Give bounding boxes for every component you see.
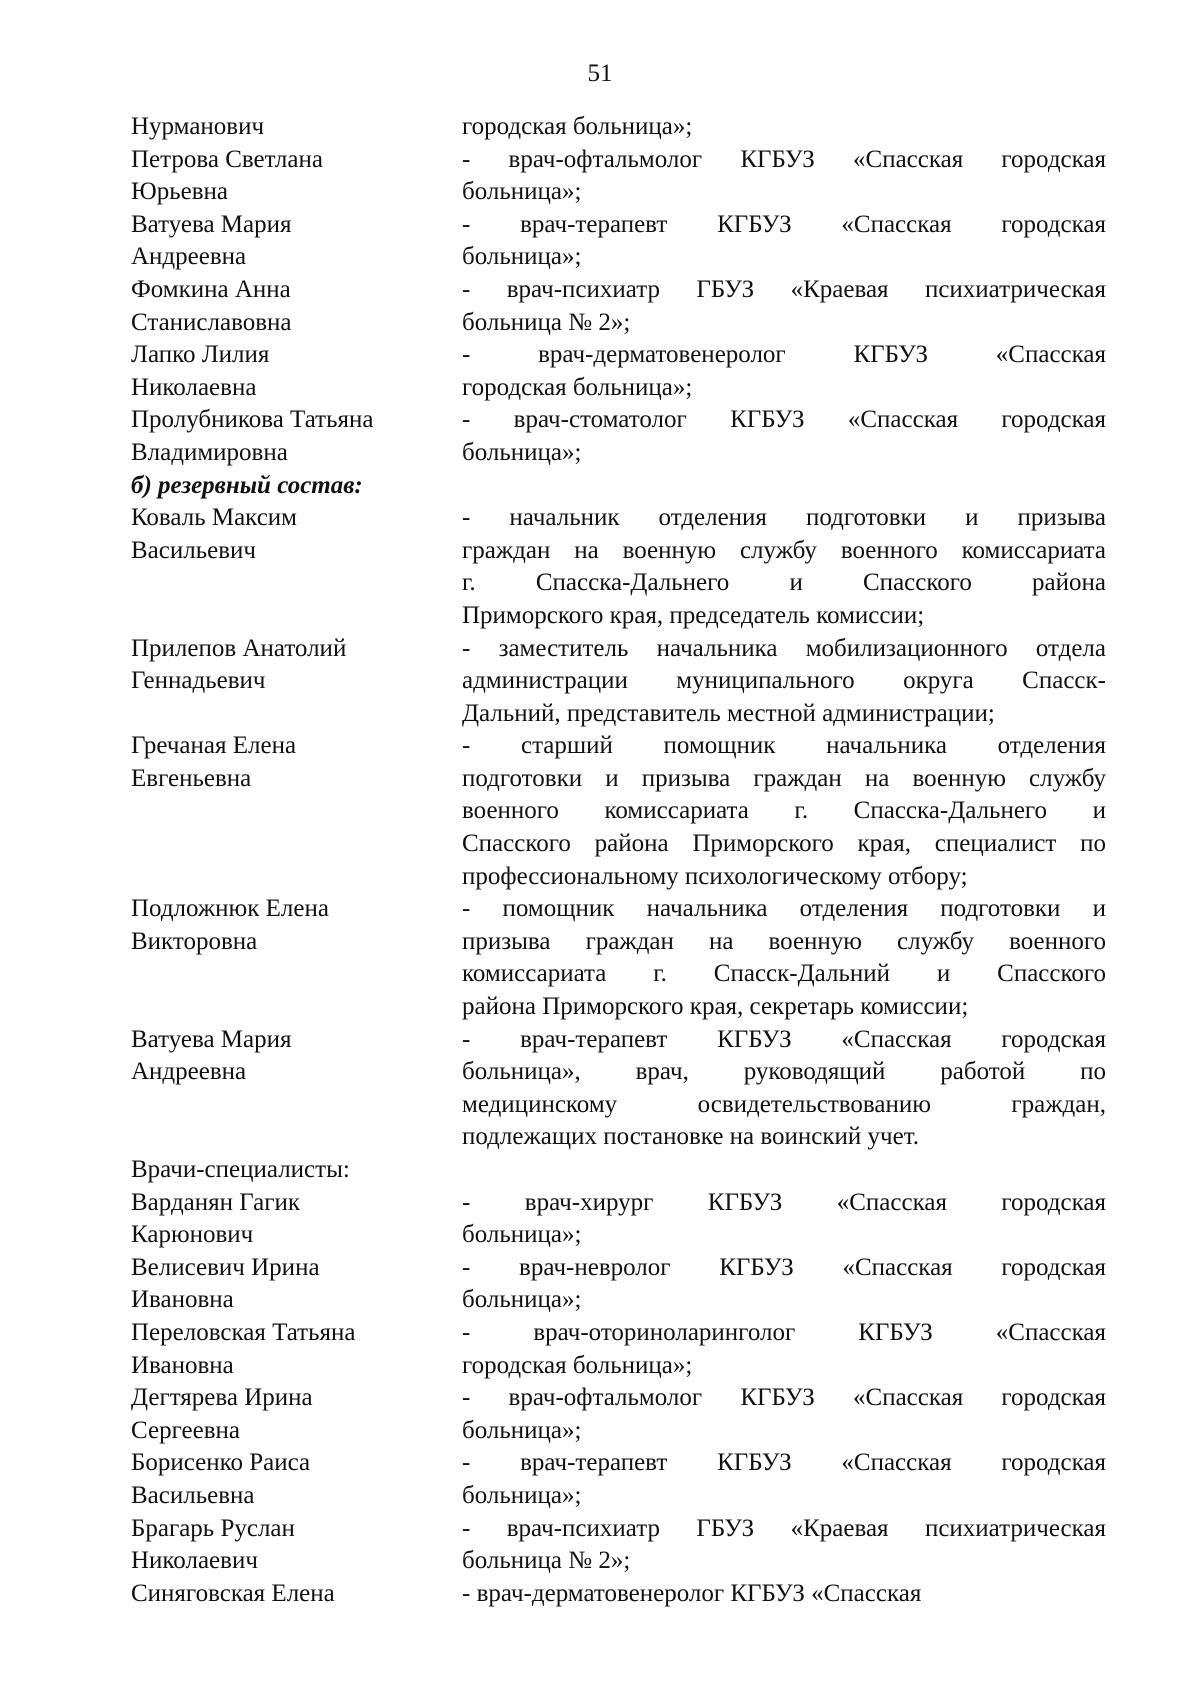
member-entry — [131, 111, 1106, 144]
member-role — [462, 1513, 1106, 1578]
member-name-line: Переловская Татьяна — [131, 1318, 356, 1346]
member-entry — [131, 274, 1106, 339]
member-name — [131, 502, 462, 632]
member-name-line: Лапко Лилия — [131, 341, 270, 369]
member-role — [462, 893, 1106, 1023]
member-name — [131, 111, 462, 144]
member-role-line: комиссариата г. Спасск-Дальний и Спасского — [462, 960, 1106, 988]
member-name-line: Борисенко Раиса — [131, 1449, 311, 1477]
member-name — [131, 404, 462, 469]
member-name — [131, 730, 462, 893]
reserve-composition-list — [131, 502, 1106, 1154]
member-role-line: призыва граждан на военную службу военного — [462, 927, 1106, 955]
member-role-line: - старший помощник начальника отделения — [462, 732, 1106, 760]
member-name-line: Дегтярева Ирина — [131, 1384, 313, 1412]
member-name-line: Ивановна — [131, 1286, 234, 1314]
document-body — [131, 111, 1106, 1610]
member-role-line: - врач-невролог КГБУЗ «Спасская городская — [462, 1253, 1106, 1281]
member-name-line: Андреевна — [131, 243, 247, 271]
member-entry — [131, 730, 1106, 893]
member-name-line: Прилепов Анатолий — [131, 634, 347, 662]
member-role-line: - врач-терапевт КГБУЗ «Спасская городская — [462, 1449, 1106, 1477]
member-entry — [131, 633, 1106, 731]
member-role-line: - врач-дерматовенеролог КГБУЗ «Спасская — [462, 1579, 922, 1607]
member-name-line: Андреевна — [131, 1058, 247, 1086]
main-composition-list — [131, 111, 1106, 470]
member-role — [462, 1317, 1106, 1382]
member-role-line: больница», врач, руководящий работой по — [462, 1058, 1106, 1086]
member-role-line: профессиональному психологическому отбору; — [462, 862, 968, 890]
member-entry — [131, 144, 1106, 209]
member-role-line: больница»; — [462, 438, 582, 466]
member-role-line: больница»; — [462, 243, 582, 271]
member-name-line: Николаевна — [131, 373, 257, 401]
member-role-line: больница»; — [462, 1416, 582, 1444]
member-role — [462, 144, 1106, 209]
member-entry — [131, 339, 1106, 404]
member-role-line: больница»; — [462, 1286, 582, 1314]
member-name — [131, 1024, 462, 1154]
member-role-line: - врач-хирург КГБУЗ «Спасская городская — [462, 1188, 1106, 1216]
member-entry — [131, 1447, 1106, 1512]
member-name-line: Синяговская Елена — [131, 1579, 335, 1607]
member-name-line: Варданян Гагик — [131, 1188, 300, 1216]
member-role — [462, 1447, 1106, 1512]
member-name-line: Юрьевна — [131, 178, 228, 206]
member-role-line: больница № 2»; — [462, 1547, 631, 1575]
member-name-line: Карюнович — [131, 1221, 254, 1249]
member-name-line: Гречаная Елена — [131, 732, 297, 760]
member-role-line: подготовки и призыва граждан на военную службу — [462, 764, 1106, 792]
reserve-heading: б) резервный состав: — [131, 471, 363, 499]
member-entry — [131, 893, 1106, 1023]
member-name — [131, 893, 462, 1023]
member-role-line: района Приморского края, секретарь комиссии; — [462, 993, 969, 1021]
member-name-line: Пролубникова Татьяна — [131, 406, 374, 434]
member-role-line: медицинскому освидетельствованию граждан, — [462, 1090, 1106, 1118]
member-role-line: подлежащих постановке на воинский учет. — [462, 1123, 920, 1151]
member-name-line: Николаевич — [131, 1547, 258, 1575]
member-name-line: Велисевич Ирина — [131, 1253, 320, 1281]
member-name-line: Петрова Светлана — [131, 145, 323, 173]
member-name — [131, 274, 462, 339]
member-role-line: больница»; — [462, 178, 582, 206]
member-name-line: Викторовна — [131, 927, 258, 955]
member-role — [462, 111, 1106, 144]
member-role — [462, 1024, 1106, 1154]
member-role-line: - врач-психиатр ГБУЗ «Краевая психиатрическая — [462, 275, 1106, 303]
member-name-line: Подложнюк Елена — [131, 895, 329, 923]
member-name-line: Васильевна — [131, 1481, 255, 1509]
member-role — [462, 1187, 1106, 1252]
member-name — [131, 1447, 462, 1512]
member-role — [462, 274, 1106, 339]
member-name-line: Станиславовна — [131, 308, 292, 336]
member-entry — [131, 1578, 1106, 1611]
member-role-line: - врач-стоматолог КГБУЗ «Спасская городская — [462, 406, 1106, 434]
member-role-line: - врач-офтальмолог КГБУЗ «Спасская городская — [462, 145, 1106, 173]
member-name-line: Нурманович — [131, 113, 265, 140]
member-role-line: граждан на военную службу военного комиссариата — [462, 536, 1106, 564]
member-role-line: больница»; — [462, 1481, 582, 1509]
member-entry — [131, 404, 1106, 469]
member-name-line: Ивановна — [131, 1351, 234, 1379]
member-role-line: - врач-офтальмолог КГБУЗ «Спасская городская — [462, 1384, 1106, 1412]
member-role-line: больница»; — [462, 1221, 582, 1249]
member-role-line: городская больница»; — [462, 113, 693, 140]
member-role-line: Дальний, представитель местной администрации; — [462, 699, 995, 727]
member-role-line: - врач-дерматовенеролог КГБУЗ «Спасская — [462, 341, 1106, 369]
member-role — [462, 339, 1106, 404]
member-role-line: - врач-оториноларинголог КГБУЗ «Спасская — [462, 1318, 1106, 1346]
member-role — [462, 730, 1106, 893]
member-role-line: больница № 2»; — [462, 308, 631, 336]
member-name-line: Сергеевна — [131, 1416, 240, 1444]
member-role-line: Приморского края, председатель комиссии; — [462, 601, 925, 629]
member-role-line: администрации муниципального округа Спасск- — [462, 667, 1106, 695]
page-number: 51 — [587, 60, 613, 87]
member-name — [131, 1317, 462, 1382]
member-name-line: Ватуева Мария — [131, 210, 292, 238]
member-role — [462, 404, 1106, 469]
member-role-line: городская больница»; — [462, 1351, 693, 1379]
member-role — [462, 1578, 1106, 1611]
member-name — [131, 1187, 462, 1252]
member-role — [462, 502, 1106, 632]
specialists-list — [131, 1187, 1106, 1611]
member-name — [131, 1252, 462, 1317]
member-entry — [131, 1513, 1106, 1578]
member-name — [131, 1578, 462, 1611]
member-entry — [131, 1024, 1106, 1154]
member-name — [131, 1513, 462, 1578]
member-name-line: Фомкина Анна — [131, 275, 291, 303]
member-role-line: городская больница»; — [462, 373, 693, 401]
member-name-line: Геннадьевич — [131, 667, 266, 695]
member-name — [131, 144, 462, 209]
member-role — [462, 633, 1106, 731]
member-entry — [131, 1187, 1106, 1252]
member-name-line: Ватуева Мария — [131, 1025, 292, 1053]
member-role-line: - начальник отделения подготовки и призыва — [462, 504, 1106, 532]
member-name — [131, 209, 462, 274]
member-name-line: Коваль Максим — [131, 504, 297, 532]
member-name-line: Владимировна — [131, 438, 288, 466]
member-entry — [131, 209, 1106, 274]
member-name — [131, 339, 462, 404]
member-role-line: г. Спасска-Дальнего и Спасского района — [462, 569, 1106, 597]
member-name-line: Васильевич — [131, 536, 256, 564]
specialists-label: Врачи-специалисты: — [131, 1156, 350, 1183]
member-role-line: - врач-психиатр ГБУЗ «Краевая психиатрическая — [462, 1514, 1106, 1542]
member-role-line: военного комиссариата г. Спасска-Дальнего и — [462, 797, 1106, 825]
member-name — [131, 633, 462, 731]
member-entry — [131, 1317, 1106, 1382]
member-role-line: - помощник начальника отделения подготовки и — [462, 895, 1106, 923]
member-entry — [131, 502, 1106, 632]
member-role-line: Спасского района Приморского края, специалист по — [462, 830, 1106, 858]
member-entry — [131, 1252, 1106, 1317]
member-entry — [131, 1382, 1106, 1447]
member-role-line: - врач-терапевт КГБУЗ «Спасская городская — [462, 1025, 1106, 1053]
member-name-line: Евгеньевна — [131, 764, 252, 792]
member-role — [462, 1382, 1106, 1447]
member-role-line: - заместитель начальника мобилизационного отдела — [462, 634, 1106, 662]
member-role-line: - врач-терапевт КГБУЗ «Спасская городская — [462, 210, 1106, 238]
member-name-line: Брагарь Руслан — [131, 1514, 295, 1542]
member-role — [462, 1252, 1106, 1317]
member-role — [462, 209, 1106, 274]
member-name — [131, 1382, 462, 1447]
